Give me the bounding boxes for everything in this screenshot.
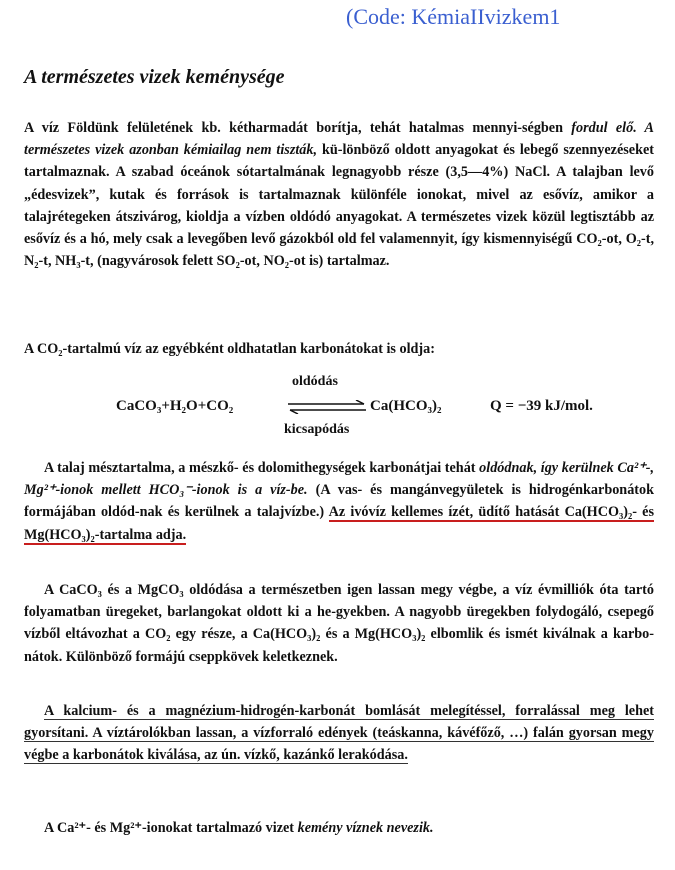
equation-reactants: CaCO₃+H₂O+CO₂ — [116, 398, 234, 414]
highlighted-sentence: Az ivóvíz kellemes ízét, üdítő hatását Ca(HCO₃)₂- és Mg(HCO₃)₂-tartalma adja. — [24, 504, 654, 543]
equilibrium-arrows-icon — [286, 400, 368, 414]
paragraph-soil-part1: A talaj mésztartalma, a mészkő- és dolomithegységek karbonátjai tehát — [44, 460, 480, 476]
paragraph-intro-emphasis: fordul elő. A természetes vizek azonban kémiailag nem tiszták, — [24, 120, 654, 159]
equation-heat: Q = −39 kJ/mol. — [490, 398, 593, 414]
equation-forward-label: oldódás — [292, 374, 338, 389]
section-title: A természetes vizek keménysége — [24, 66, 285, 88]
equation-reverse-label: kicsapódás — [284, 422, 350, 437]
document-code: (Code: KémiaIIvizkem1 — [346, 4, 561, 29]
paragraph-soil — [24, 457, 654, 546]
paragraph-co2: A CO₂-tartalmú víz az egyébként oldhatatlan karbonátokat is oldja: — [24, 341, 435, 357]
equation-products: Ca(HCO₃)₂ — [370, 398, 442, 414]
paragraph-heating — [24, 700, 654, 767]
paragraph-intro — [24, 117, 654, 272]
paragraph-intro-part1: A víz Földünk felületének kb. kétharmadát borítja, tehát hatalmas mennyi-ségben — [24, 120, 572, 136]
paragraph-soil-emphasis: oldódnak, így kerülnek Ca²⁺-, Mg²⁺-ionok mellett HCO₃⁻-ionok is a víz-be. — [24, 460, 654, 499]
paragraph-caves: A CaCO₃ és a MgCO₃ oldódása a természetben igen lassan megy végbe, a víz évmilliók óta tartó folyamatban üregeket, barlangokat oldott ki a he-gyekben. A nagyobb üregekben folydogáló, csepegő vízből eltávozhat a CO₂ egy része, a Ca(HCO₃)₂ és a Mg(HCO₃)₂ elbomlik és ismét kiválnak a karbo-nátok. Különböző formájú cseppkövek keletkeznek. — [24, 582, 654, 665]
underlined-paragraph-text: A kalcium- és a magnézium-hidrogén-karbonát bomlását melegítéssel, forralással meg lehet gyorsítani. A víztárolókban lassan, a vízforraló edények (teáskanna, kávéfőző, …) falán gyorsan megy végbe a karbonátok kiválása, az ún. vízkő, kazánkő lerakódása. — [24, 703, 654, 764]
paragraph-soil-part2: (A vas- és mangánvegyületek is hidrogénkarbonátok formájában oldód-nak és kerülnek a talajvízbe.) — [24, 482, 655, 521]
definition-part1: A Ca²⁺- és Mg²⁺-ionokat tartalmazó vizet — [44, 820, 298, 836]
paragraph-intro-part2: kü-lönböző oldott anyagokat és lebegő szennyezéseket tartalmaznak. A szabad óceánok sótartalmának legnagyobb része (3,5—4%) NaCl. A talajban levő „édesvizek”, kutak és források is tartalmaznak különféle ionokat, mivel az esővíz, amikor a talajrétegeken átszivárog, kioldja a vízben oldódó anyagokat. A természetes vizek közül legtisztább az esővíz és a hó, mely csak a levegőben levő gázokból old fel valamennyit, így kismennyiségű CO₂-ot, O₂-t, N₂-t, NH₃-t, (nagyvárosok felett SO₂-ot, NO₂-ot is) tartalmaz. — [24, 142, 654, 270]
definition-emphasis: kemény víznek nevezik. — [297, 820, 434, 836]
definition-sentence — [44, 820, 434, 837]
chemical-equation — [24, 372, 654, 442]
